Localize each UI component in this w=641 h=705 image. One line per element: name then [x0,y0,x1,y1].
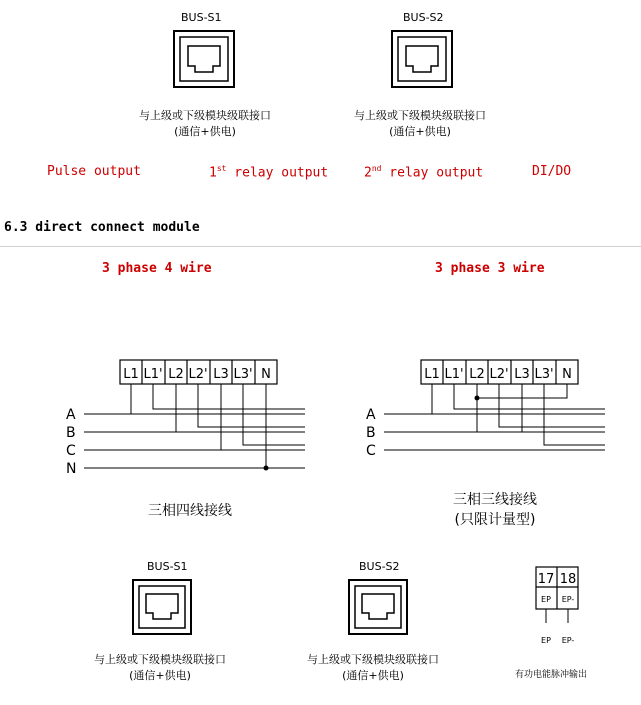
right-terminal-l3: L3 [514,367,530,382]
right-line-b: B [366,425,376,441]
pulse-terminal-ep-pin: EP [541,595,551,604]
left-terminal-l2: L2 [168,367,184,382]
pulse-terminal-caption: 有功电能脉冲输出 [515,670,588,680]
right-wiring-caption-line2: (只限计量型) [454,512,536,528]
bottom-bus-s1-connector-icon [132,579,192,635]
top-bus-s1-connector-icon [173,30,235,88]
pulse-output-label: Pulse output [47,164,141,179]
left-n-junction [264,466,269,471]
bottom-bus-s1-caption [85,652,235,684]
pulse-terminal-17: 17 [537,572,555,587]
pulse-terminal-epm-out: EP- [561,636,575,645]
pulse-terminal-epm-pin: EP- [561,595,575,604]
bottom-bus-s1-caption-line2: (通信+供电) [129,669,191,682]
top-bus-s2-caption-line2: (通信+供电) [389,125,451,138]
left-terminal-l1p: L1' [143,367,163,382]
bottom-bus-s2-label: BUS-S2 [359,560,400,573]
bottom-bus-s2-connector-icon [348,579,408,635]
right-terminal-l1p: L1' [444,367,464,382]
left-terminal-l1: L1 [123,367,139,382]
top-bus-s1-caption [130,108,280,140]
relay1-output-label [209,164,328,180]
relay2-superscript: nd [371,164,382,173]
left-terminal-l3: L3 [213,367,229,382]
right-line-a: A [366,407,376,423]
bottom-bus-s2-caption [298,652,448,684]
top-bus-s2-connector-icon [391,30,453,88]
left-terminal-l2p: L2' [188,367,208,382]
right-line-c: C [366,443,376,459]
right-wiring-diagram [360,355,610,465]
left-line-a: A [66,407,76,423]
right-terminal-l3p: L3' [534,367,554,382]
bottom-bus-s2-caption-line2: (通信+供电) [342,669,404,682]
right-terminal-l2p: L2' [489,367,509,382]
pulse-terminal-ep-out: EP [541,636,551,645]
top-bus-s2-caption [345,108,495,140]
right-terminal-l2: L2 [469,367,485,382]
relay1-text: relay output [226,165,329,181]
right-terminal-block [421,360,578,384]
pulse-terminal-18: 18 [559,572,577,587]
pulse-terminal-diagram [532,563,582,648]
top-bus-s1-caption-line2: (通信+供电) [174,125,236,138]
bottom-bus-s1-caption-line1: 与上级或下级模块级联接口 [94,653,226,666]
top-bus-s1-label: BUS-S1 [181,11,222,24]
left-bus-lines [84,384,305,468]
left-wiring-title: 3 phase 4 wire [102,261,212,276]
relay2-number: 2 [364,165,372,181]
top-bus-s1-caption-line1: 与上级或下级模块级联接口 [139,109,271,122]
right-wiring-caption-line1: 三相三线接线 [453,492,537,508]
right-bus-lines [384,384,605,450]
section-heading: 6.3 direct connect module [4,220,200,235]
left-terminal-n: N [261,367,271,382]
section-divider [0,246,641,247]
left-wiring-diagram [60,355,310,480]
top-bus-s2-caption-line1: 与上级或下级模块级联接口 [354,109,486,122]
right-wiring-title: 3 phase 3 wire [435,261,545,276]
right-terminal-l1: L1 [424,367,440,382]
bottom-bus-s2-caption-line1: 与上级或下级模块级联接口 [307,653,439,666]
right-l2-junction [475,396,480,401]
relay1-superscript: st [216,164,227,173]
top-bus-s2-label: BUS-S2 [403,11,444,24]
bottom-bus-s1-label: BUS-S1 [147,560,188,573]
left-line-c: C [66,443,76,459]
left-line-b: B [66,425,76,441]
relay2-output-label [364,164,483,180]
right-terminal-n: N [562,367,572,382]
dido-label: DI/DO [532,164,572,179]
right-wiring-caption [450,490,540,530]
left-wiring-caption: 三相四线接线 [148,503,232,519]
left-terminal-block [120,360,277,384]
left-line-n: N [66,461,77,477]
relay2-text: relay output [381,165,484,181]
left-terminal-l3p: L3' [233,367,253,382]
relay1-number: 1 [209,165,217,181]
